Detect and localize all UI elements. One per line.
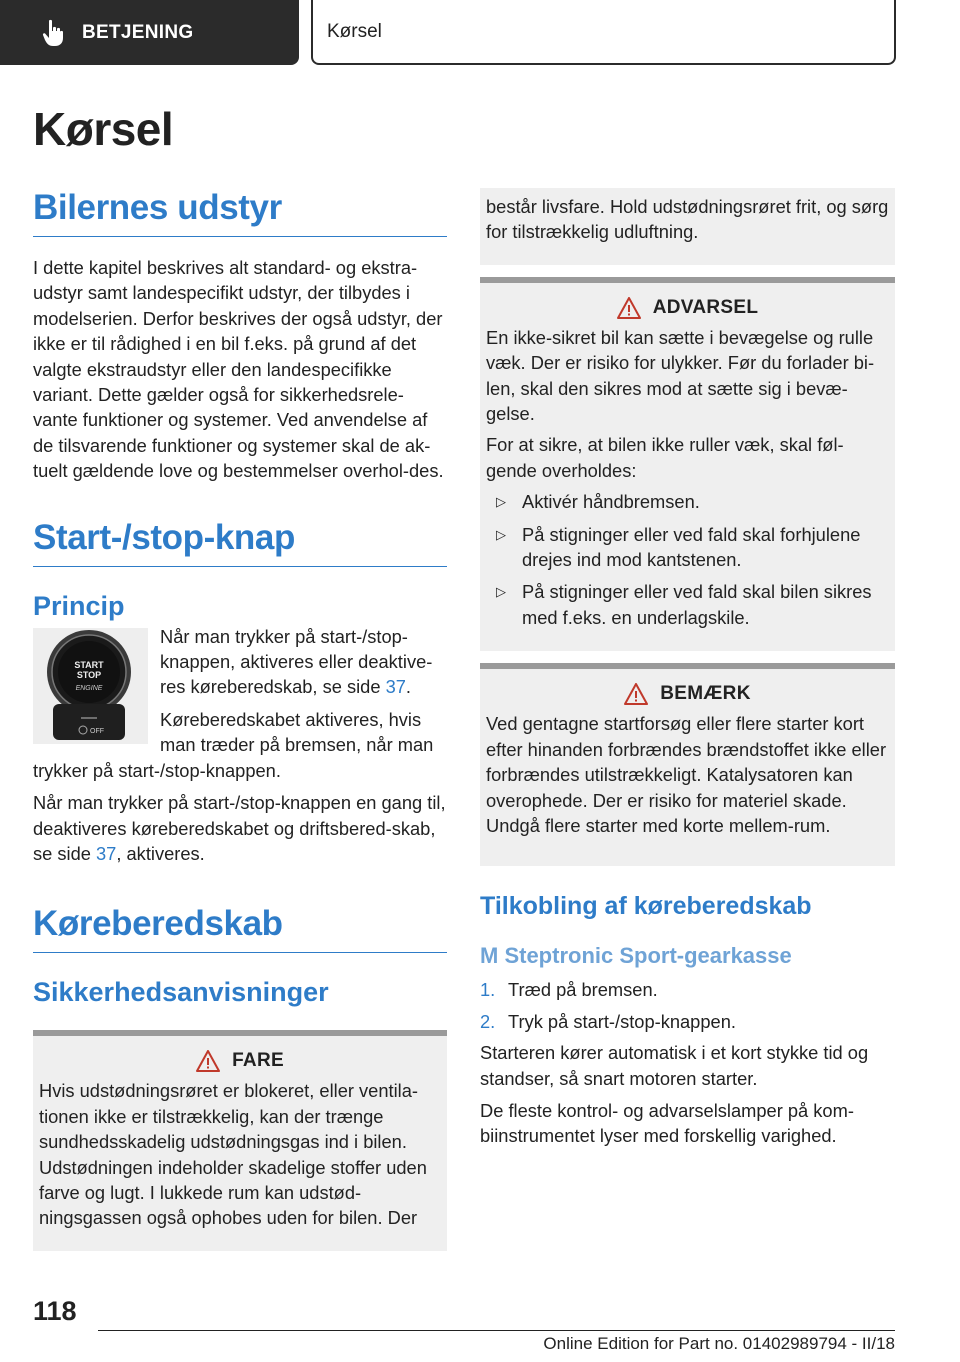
step-text: Tryk på start-/stop-knappen. <box>508 1010 736 1032</box>
section-label: BETJENING <box>82 21 194 43</box>
principle-paragraph-2: Køreberedskabet aktiveres, hvis man træder på bremsen, når man trykker på start-/stop-knappen. <box>33 708 434 781</box>
principle-block <box>33 624 447 867</box>
list-item <box>480 1009 895 1034</box>
warning-title: ADVARSEL <box>652 296 759 318</box>
after-steps-paragraph-1: Starteren kører automatisk i et kort stykke tid og standser, så snart motoren starter. <box>480 1042 869 1089</box>
footer-divider <box>98 1330 895 1331</box>
danger-box-continued <box>480 188 895 265</box>
list-item-text: Aktivér håndbremsen. <box>522 491 700 513</box>
warning-header <box>486 297 889 319</box>
steps-list <box>480 977 895 1034</box>
button-text-start: START <box>74 659 104 670</box>
principle-text-1: Når man trykker på start-/stop-knappen, aktiveres eller deaktive-res køreberedskab, se side <box>160 625 433 698</box>
warning-triangle-icon <box>624 683 648 705</box>
principle-paragraph-3 <box>33 790 447 866</box>
step-number: 1. <box>480 979 496 1001</box>
list-item-text: På stigninger eller ved fald skal forhjulene drejes ind mod kantstenen. <box>522 523 861 571</box>
heading-readiness: Køreberedskab <box>33 904 447 953</box>
danger-title: FARE <box>232 1050 284 1072</box>
button-text-engine: ENGINE <box>75 684 103 692</box>
warning-triangle-icon <box>196 1050 220 1072</box>
danger-box <box>33 1030 447 1250</box>
list-item <box>480 977 895 1002</box>
list-item <box>486 489 889 514</box>
danger-header <box>39 1050 441 1072</box>
chapter-tab <box>311 0 896 65</box>
list-item <box>486 522 889 573</box>
warning-box <box>480 277 895 651</box>
start-stop-button-image <box>33 628 148 744</box>
principle-text-3: Når man trykker på start-/stop-knappen en gang til, deaktiveres køreberedskabet og driftsbered-skab, se side <box>33 792 446 864</box>
page-link-37-b[interactable]: 37 <box>96 842 117 864</box>
triangle-bullet-icon: ▷ <box>496 584 506 600</box>
equipment-paragraph: I dette kapitel beskrives alt standard- og ekstra-udstyr samt landespecifikt udstyr, der tilbydes i modelserien. Derfor beskrives der også udstyr, der ikke er til rådighed i en bil f.eks. på grund af det valgte ekstraudstyr eller den landespecifikke variant. Dette gælder også for sikkerhedsrele-vante funktioner og systemer. Ved anvendelse af de tilsvarende funktioner og systemer skal de ak-tuelt gældende love og bestemmelser overhol-des. <box>33 257 444 482</box>
warning-triangle-icon <box>617 297 641 319</box>
warning-text-1: En ikke-sikret bil kan sætte i bevægelse og rulle væk. Der er risiko for ulykker. Før du forlader bi-len, skal den sikres mod at sætte sig i bevæ-gelse. <box>486 326 875 425</box>
principle-text-3-end: , aktiveres. <box>116 842 205 864</box>
notice-text: Ved gentagne startforsøg eller flere starter kort efter hinanden forbrændes brændstoffet ikke eller forbrændes utilstrækkeligt. Katalysatoren kan overophede. Der er risiko for materiel skade. Undgå flere starter med korte mellem-rum. <box>486 713 887 836</box>
heading-connect-readiness: Tilkobling af køreberedskab <box>480 892 812 921</box>
left-column <box>33 188 447 1251</box>
triangle-bullet-icon: ▷ <box>496 526 506 542</box>
heading-gearbox: M Steptronic Sport-gearkasse <box>480 943 792 969</box>
right-column <box>480 188 895 1149</box>
button-text-off: OFF <box>90 727 104 735</box>
heading-start-stop: Start-/stop-knap <box>33 518 447 567</box>
heading-equipment: Bilernes udstyr <box>33 188 447 237</box>
step-number: 2. <box>480 1010 496 1032</box>
notice-title: BEMÆRK <box>660 683 751 705</box>
hand-pointer-icon <box>42 19 64 47</box>
page-link-37[interactable]: 37 <box>385 676 406 698</box>
after-steps-paragraph-2: De fleste kontrol- og advarselslamper på kom-biinstrumentet lyser med forskellig varighed. <box>480 1099 854 1147</box>
list-item <box>486 579 889 630</box>
step-text: Træd på bremsen. <box>508 979 658 1001</box>
warning-text-2: For at sikre, at bilen ikke ruller væk, skal føl-gende overholdes: <box>486 434 844 481</box>
section-tab <box>0 0 299 65</box>
edition-text: Online Edition for Part no. 01402989794 - II/18 <box>543 1334 895 1353</box>
principle-text-1-end: . <box>405 676 412 698</box>
page-title: Kørsel <box>33 103 174 155</box>
list-item-text: På stigninger eller ved fald skal bilen sikres med f.eks. en underlagskile. <box>522 581 872 628</box>
danger-text-continued: består livsfare. Hold udstødningsrøret frit, og sørg for tilstrækkelig udluftning. <box>486 196 889 243</box>
chapter-label: Kørsel <box>327 20 382 42</box>
warning-list <box>486 489 889 630</box>
notice-box <box>480 663 895 866</box>
triangle-bullet-icon: ▷ <box>496 494 506 510</box>
page-number: 118 <box>33 1296 77 1326</box>
notice-header <box>486 683 889 705</box>
heading-principle: Princip <box>33 590 125 621</box>
heading-safety: Sikkerhedsanvisninger <box>33 977 329 1008</box>
button-text-stop: STOP <box>76 669 102 680</box>
danger-text: Hvis udstødningsrøret er blokeret, eller ventila-tionen ikke er tilstrækkelig, kan der trænge sundhedsskadelig udstødningsgas ind i bilen. Udstødningen indeholder skadelige stoffer uden farve og lugt. I lukkede rum kan udstød-ningsgassen også ophobes uden for bilen. Der <box>39 1080 427 1229</box>
